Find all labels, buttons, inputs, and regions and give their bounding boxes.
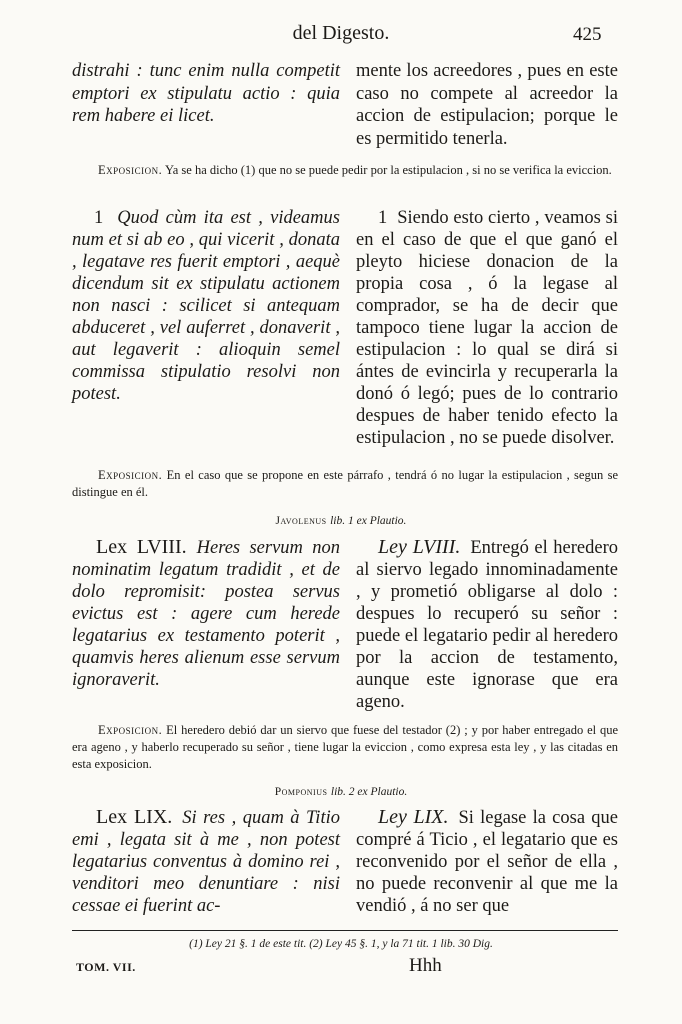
paragraph-number: 1 xyxy=(94,208,104,228)
footnotes: (1) Ley 21 §. 1 de este tit. (2) Ley 45 §. 1, y la 71 tit. 1 lib. 30 Dig. xyxy=(189,938,493,950)
source-author: Pomponius xyxy=(274,786,328,798)
spanish-paragraph: Siendo esto cierto , veamos si en el caso de que el que ganó el pleyto hiciese donacion de la propia cosa , ó la legase al comprador, se ha de decir que tampoco tiene lugar la accion de estipulacion : lo qual se dirá si ántes de evincirla y recuperarla la donó ó legó; pues de lo contrario despues de haber tenido efecto la estipulacion , no se puede disolver. xyxy=(356,208,618,448)
spanish-text-1: mente los acreedores , pues en este caso no compete al acreedor la accion de estipulacion; porque le es permitido tenerla. xyxy=(356,61,618,149)
exposicion-label: Exposicion. xyxy=(98,723,163,737)
exposicion-2 xyxy=(72,467,618,501)
exposicion-text: El heredero debió dar un siervo que fuese del testador (2) ; y por haber entregado el que era ageno , y haberlo recuperado su señor , tiene lugar la eviccion , como expresa esta ley , y las citadas en esta exposicion. xyxy=(72,723,619,771)
source-citation-2 xyxy=(0,786,682,798)
running-header-title: del Digesto. xyxy=(292,22,390,44)
page-number: 425 xyxy=(573,24,602,45)
latin-paragraph: Heres servum non nominatim legatum tradidit , et de dolo repromisit: postea servus evictus est : agere cum herede legatarius ex testamento poterit , quamvis heres alienum esse servum ignoraverit. xyxy=(72,538,340,690)
signature-mark: Hhh xyxy=(409,955,442,976)
source-citation-1 xyxy=(0,515,682,527)
source-reference: lib. 2 ex Plautio. xyxy=(330,786,408,798)
latin-text-4 xyxy=(72,806,340,917)
source-reference: lib. 1 ex Plautio. xyxy=(330,515,407,527)
spanish-paragraph: Entregó el heredero al siervo legado innominadamente , y prometió obligarse al dolo : despues lo recuperó su señor : puede el legatario pedir al heredero por la accion de testamento, aunque este ignorase que era ageno. xyxy=(356,538,618,712)
latin-text-1: distrahi : tunc enim nulla competit emptori ex stipulatu actio : quia rem habere ei licet. xyxy=(72,61,340,127)
spanish-paragraph: Si legase la cosa que compré á Ticio , el legatario que es reconvenido por el señor de ella , no puede reconvenir al que me la vendió , á no ser que xyxy=(356,808,618,916)
lex-heading: Lex LIX. xyxy=(96,806,173,828)
source-author: Javolenus xyxy=(275,515,327,527)
latin-text-3 xyxy=(72,536,340,691)
exposicion-label: Exposicion. xyxy=(98,163,163,177)
spanish-text-2 xyxy=(356,207,618,449)
lex-heading: Lex LVIII. xyxy=(96,536,187,558)
exposicion-label: Exposicion. xyxy=(98,468,163,482)
ley-heading: Ley LVIII. xyxy=(378,536,461,558)
exposicion-text: En el caso que se propone en este párrafo , tendrá ó no lugar la estipulacion , segun se distingue en él. xyxy=(72,468,618,499)
ley-heading: Ley LIX. xyxy=(378,806,449,828)
exposicion-text: Ya se ha dicho (1) que no se puede pedir por la estipulacion , si no se verifica la eviccion. xyxy=(164,163,612,177)
spanish-text-3 xyxy=(356,536,618,713)
exposicion-1 xyxy=(72,162,618,179)
volume-label: TOM. VII. xyxy=(76,960,136,974)
latin-paragraph: Si res , quam à Titio emi , legata sit à me , non potest legatarius conventus à domino rei , venditori meo denuntiare : nisi cessae ei fuerint ac- xyxy=(72,808,340,916)
paragraph-number: 1 xyxy=(378,208,388,228)
spanish-text-4 xyxy=(356,806,618,917)
latin-paragraph: Quod cùm ita est , videamus num et si ab eo , qui vicerit , donata , legatave res fuerit emptori , aequè dicendum sit ex stipulatu actionem non nasci : scilicet si antequam abduceret , vel auferret , donaverit , aut legaverit : alioquin semel commissa stipulatio resolvi non potest. xyxy=(72,208,340,404)
latin-text-2 xyxy=(72,207,340,405)
exposicion-3 xyxy=(72,722,618,773)
footnote-rule xyxy=(72,930,618,931)
